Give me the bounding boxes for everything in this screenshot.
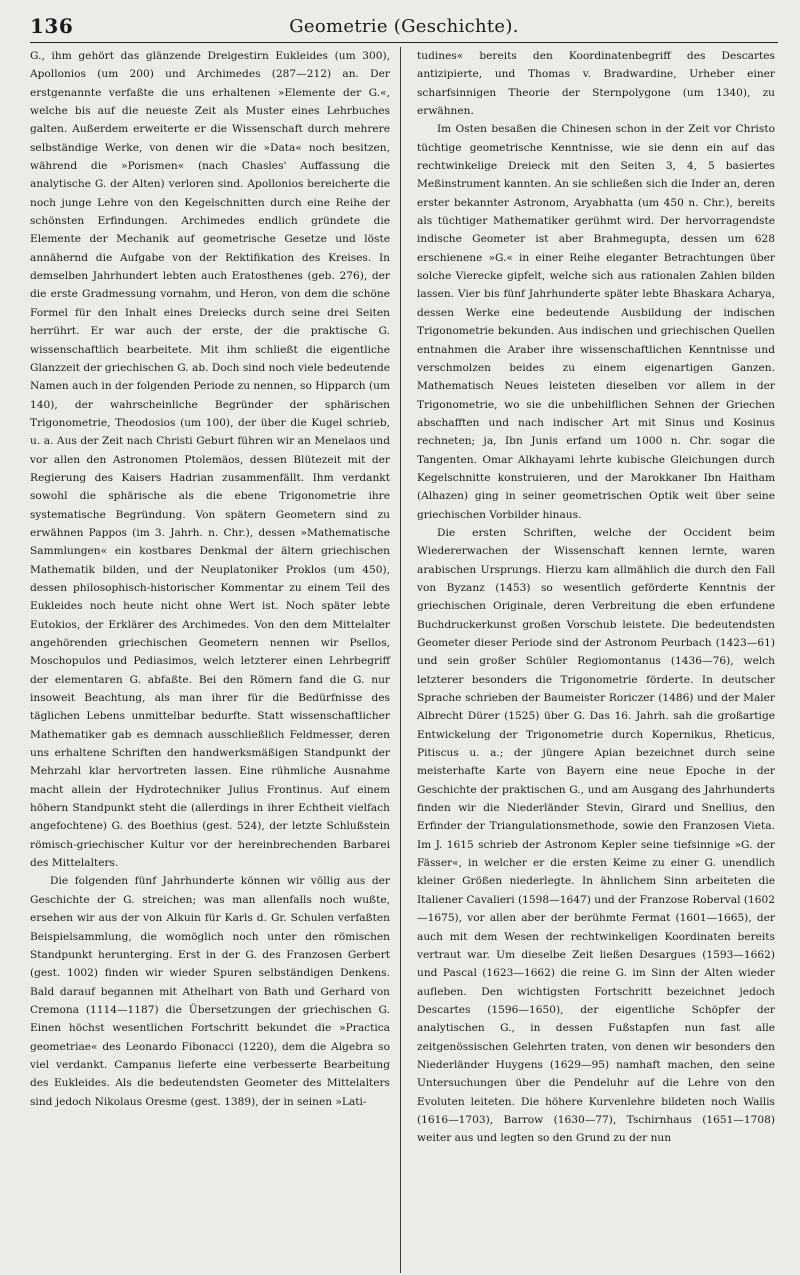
page-header (30, 12, 778, 43)
paragraph: G., ihm gehört das glänzende Dreigestirn Eukleides (um 300), Apollonios (um 200) und Archimedes (287—212) an. Der erstgenannte verfaßte die uns erhaltenen »Elemente der G.«, welche bis auf die neueste Zeit als Muster eines Lehrbuches galten. Außerdem erweiterte er die Wissenschaft durch mehrere selbständige Werke, von denen wir die »Data« noch besitzen, während die »Porismen« (nach Chasles' Auffassung die analytische G. der Alten) verloren sind. Apollonios bereicherte die noch junge Lehre von den Kegelschnitten durch eine Reihe der schönsten Erfindungen. Archimedes endlich gründete die Elemente der Mechanik auf geometrische Gesetze und löste annähernd die Aufgabe von der Rektifikation des Kreises. In demselben Jahrhundert lebten auch Eratosthenes (geb. 276), der die erste Gradmessung vornahm, und Heron, von dem die schöne Formel für den Inhalt eines Dreiecks durch seine drei Seiten herrührt. Er war auch der erste, der die praktische G. wissenschaftlich bearbeitete. Mit ihm schließt die eigentliche Glanzzeit der griechischen G. ab. Doch sind noch viele bedeutende Namen auch in der folgenden Periode zu nennen, so Hipparch (um 140), der wahrscheinliche Begründer der sphärischen Trigonometrie, Theodosios (um 100), der über die Kugel schrieb, u. a. Aus der Zeit nach Christi Geburt führen wir an Menelaos und vor allen den Astronomen Ptolemäos, dessen Blütezeit mit der Regierung des Kaisers Hadrian zusammenfällt. Ihm verdankt sowohl die sphärische als die ebene Trigonometrie ihre systematische Begründung. Von spätern Geometern sind zu erwähnen Pappos (im 3. Jahrh. n. Chr.), dessen »Mathematische Sammlungen« ein kostbares Denkmal der ältern griechischen Mathematik bilden, und der Neuplatoniker Proklos (um 450), dessen philosophisch-historischer Kommentar zu einem Teil des Eukleides noch heute nicht ohne Wert ist. Noch später lebte Eutokios, der Erklärer des Archimedes. Von den dem Mittelalter angehörenden griechischen Geometern nennen wir Psellos, Moschopulos und Pediasimos, welch letzterer einen Lehrbegriff der elementaren G. abfaßte. Bei den Römern fand die G. nur insoweit Beachtung, als man ihrer für die Bedürfnisse des täglichen Lebens unmittelbar bedurfte. Statt wissenschaftlicher Mathematiker gab es demnach ausschließlich Feldmesser, deren uns erhaltene Schriften den handwerksmäßigen Standpunkt der Mehrzahl klar hervortreten lassen. Eine rühmliche Ausnahme macht allein der Hydrotechniker Julius Frontinus. Auf einem höhern Standpunkt steht die (allerdings in ihrer Echtheit vielfach angefochtene) G. des Boethius (gest. 524), der letzte Schlußstein römisch-griechischer Kultur vor der hereinbrechenden Barbarei des Mittelalters. (30, 50, 390, 870)
paragraph: tudines« bereits den Koordinatenbegriff des Descartes antizipierte, und Thomas v. Bradwardine, Urheber einer scharfsinnigen Theorie der Sternpolygone (um 1340), zu erwähnen. (417, 50, 775, 118)
right-column (409, 47, 775, 1273)
running-title: Geometrie (Geschichte). (289, 16, 519, 37)
paragraph: Die ersten Schriften, welche der Occident beim Wiedererwachen der Wissenschaft kennen lernte, waren arabischen Ursprungs. Hierzu kam allmählich die durch den Fall von Byzanz (1453) so wesentlich geförderte Kenntnis der griechischen Originale, deren Verbreitung die eben erfundene Buchdruckerkunst großen Vorschub leistete. Die bedeutendsten Geometer dieser Periode sind der Astronom Peurbach (1423—61) und sein großer Schüler Regiomontanus (1436—76), welch letzterer besonders die Trigonometrie förderte. In deutscher Sprache schrieben der Baumeister Roriczer (1486) und der Maler Albrecht Dürer (1525) über G. Das 16. Jahrh. sah die großartige Entwickelung der Trigonometrie durch Kopernikus, Rheticus, Pitiscus u. a.; der jüngere Apian bezeichnet durch seine meisterhafte Karte von Bayern eine neue Epoche in der Geschichte der praktischen G., und am Ausgang des Jahrhunderts finden wir die Niederländer Stevin, Girard und Snellius, den Erfinder der Triangulationsmethode, sowie den Franzosen Vieta. Im J. 1615 schrieb der Astronom Kepler seine tiefsinnige »G. der Fässer«, in welcher er die ersten Keime zu einer G. unendlich kleiner Größen niederlegte. In ähnlichem Sinn arbeiteten die Italiener Cavalieri (1598—1647) und der Franzose Roberval (1602—1675), vor allen aber der berühmte Fermat (1601—1665), der auch mit dem Wesen der rechtwinkeligen Koordinaten bereits vertraut war. Um dieselbe Zeit ließen Desargues (1593—1662) und Pascal (1623—1662) die reine G. im Sinn der Alten wieder aufleben. Den wichtigsten Fortschritt bezeichnet jedoch Descartes (1596—1650), der eigentliche Schöpfer der analytischen G., in dessen Fußstapfen nun fast alle zeitgenössischen Gelehrten traten, von denen wir besonders den Niederländer Huygens (1629—95) namhaft machen, den seine Untersuchungen über die Pendeluhr auf die Lehre von den Evoluten leiteten. Die höhere Kurvenlehre bildeten noch Wallis (1616—1703), Barrow (1630—77), Tschirnhaus (1651—1708) weiter aus und legten so den Grund zu der nun (417, 526, 775, 1145)
paragraph: Die folgenden fünf Jahrhunderte können wir völlig aus der Geschichte der G. streichen; was man allenfalls noch wußte, ersehen wir aus der von Alkuin für Karls d. Gr. Schulen verfaßten Beispielsammlung, die womöglich noch unter den römischen Standpunkt herunterging. Erst in der G. des Franzosen Gerbert (gest. 1002) finden wir wieder Spuren selbständigen Denkens. Bald darauf begannen mit Athelhart von Bath und Gerhard von Cremona (1114—1187) die Übersetzungen der griechischen G. Einen höchst wesentlichen Fortschritt bekundet die »Practica geometriae« des Leonardo Fibonacci (1220), dem die Algebra so viel verdankt. Campanus lieferte eine verbesserte Bearbeitung des Eukleides. Als die bedeutendsten Geometer des Mittelalters sind jedoch Nikolaus Oresme (gest. 1389), der in seinen »Lati- (30, 875, 390, 1108)
text-columns (30, 47, 778, 1273)
column-divider (400, 47, 401, 1273)
page-number: 136 (30, 14, 74, 38)
left-column (30, 47, 396, 1273)
paragraph: Im Osten besaßen die Chinesen schon in der Zeit vor Christo tüchtige geometrische Kenntnisse, wie sie denn ein auf das rechtwinkelige Dreieck mit den Seiten 3, 4, 5 basiertes Meßinstrument kannten. An sie schließen sich die Inder an, deren erster bekannter Astronom, Aryabhatta (um 450 n. Chr.), bereits als tüchtiger Mathematiker gerühmt wird. Der hervorragendste indische Geometer ist aber Brahmegupta, dessen um 628 erschienene »G.« in einer Reihe eleganter Betrachtungen über solche Vierecke gipfelt, welche sich aus rationalen Zahlen bilden lassen. Vier bis fünf Jahrhunderte später lebte Bhaskara Acharya, dessen Werke eine bedeutende Ausbildung der indischen Trigonometrie bekunden. Aus indischen und griechischen Quellen entnahmen die Araber ihre wissenschaftlichen Kenntnisse und verschmolzen beides zu einem eigenartigen Ganzen. Mathematisch Neues leisteten dieselben vor allem in der Trigonometrie, wo sie die unbehilflichen Sehnen der Griechen abschafften und nach indischer Art mit Sinus und Kosinus rechneten; ja, Ibn Junis erfand um 1000 n. Chr. sogar die Tangenten. Omar Alkhayami lehrte kubische Gleichungen durch Kegelschnitte konstruieren, und der Marokkaner Ibn Haitham (Alhazen) ging in seiner geometrischen Optik weit über seine griechischen Vorbilder hinaus. (417, 123, 775, 521)
